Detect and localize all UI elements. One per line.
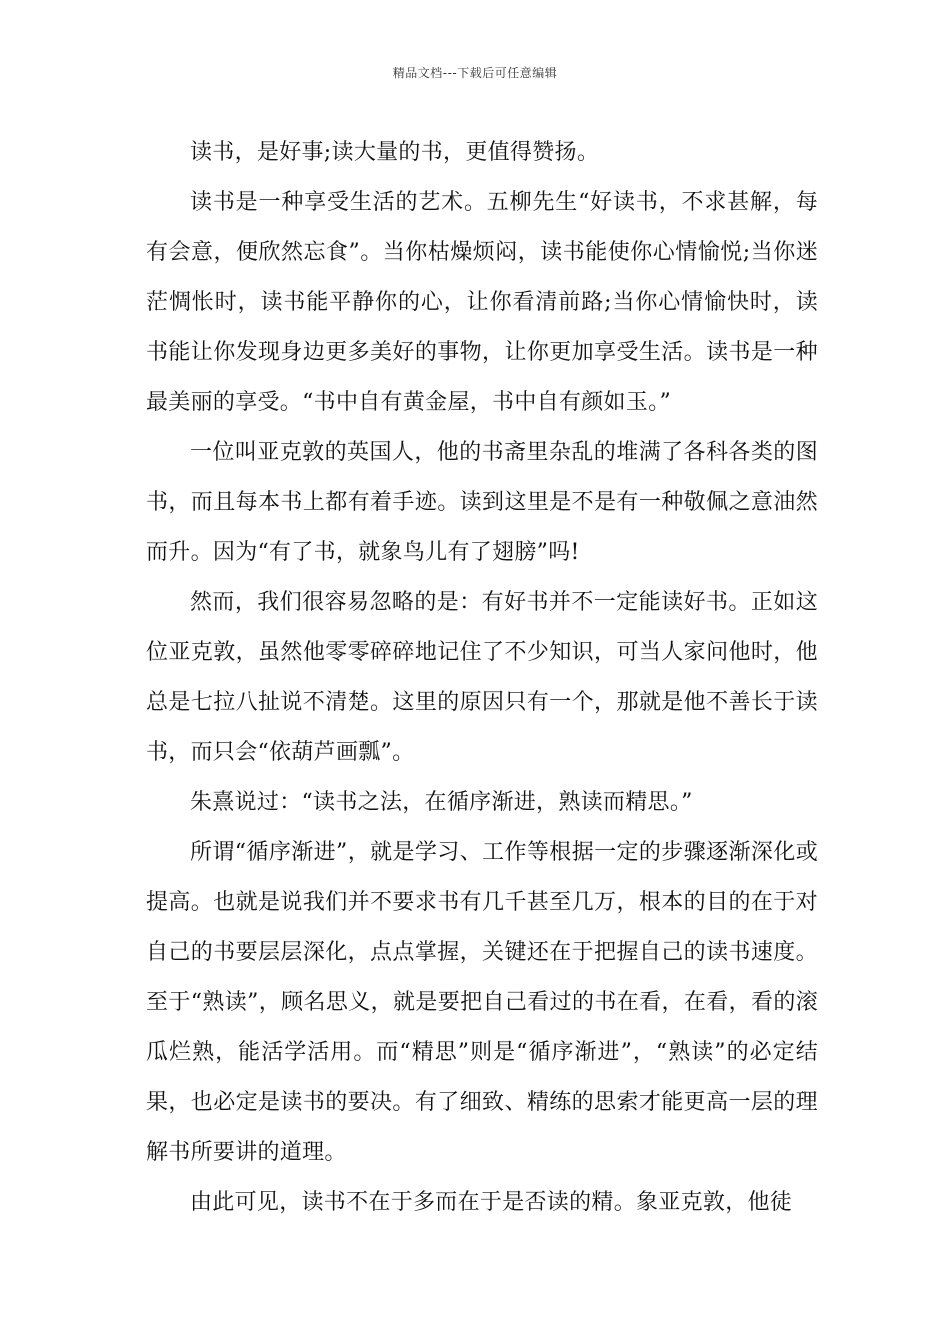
paragraph: 由此可见，读书不在于多而在于是否读的精。象亚克敦，他徒 <box>190 1190 793 1215</box>
paragraph: 朱熹说过：“读书之法，在循序渐进，熟读而精思。” <box>190 790 693 815</box>
page-header: 精品文档---下载后可任意编辑 <box>392 66 558 80</box>
paragraph: 读书，是好事;读大量的书，更值得赞扬。 <box>190 140 600 165</box>
document-body <box>146 128 818 1228</box>
paragraph: 所谓“循序渐进”，就是学习、工作等根据一定的步骤逐渐深化或提高。也就是说我们并不要求书有几千甚至几万，根本的目的在于对自己的书要层层深化，点点掌握，关键还在于把握自己的读书速度。至于“熟读”，顾名思义，就是要把自己看过的书在看，在看，看的滚瓜烂熟，能活学活用。而“精思”则是“循序渐进”，“熟读”的必定结果，也必定是读书的要决。有了细致、精练的思索才能更高一层的理解书所要讲的道理。 <box>146 840 818 1165</box>
paragraph: 一位叫亚克敦的英国人，他的书斋里杂乱的堆满了各科各类的图书，而且每本书上都有着手迹。读到这里是不是有一种敬佩之意油然而升。因为“有了书，就象鸟儿有了翅膀”吗! <box>146 440 818 565</box>
paragraph: 读书是一种享受生活的艺术。五柳先生“好读书，不求甚解，每有会意，便欣然忘食”。当你枯燥烦闷，读书能使你心情愉悦;当你迷茫惆怅时，读书能平静你的心，让你看清前路;当你心情愉快时，读书能让你发现身边更多美好的事物，让你更加享受生活。读书是一种最美丽的享受。“书中自有黄金屋，书中自有颜如玉。” <box>146 190 818 415</box>
paragraph: 然而，我们很容易忽略的是：有好书并不一定能读好书。正如这位亚克敦，虽然他零零碎碎地记住了不少知识，可当人家问他时，他总是七拉八扯说不清楚。这里的原因只有一个，那就是他不善长于读书，而只会“依葫芦画瓢”。 <box>146 590 818 765</box>
